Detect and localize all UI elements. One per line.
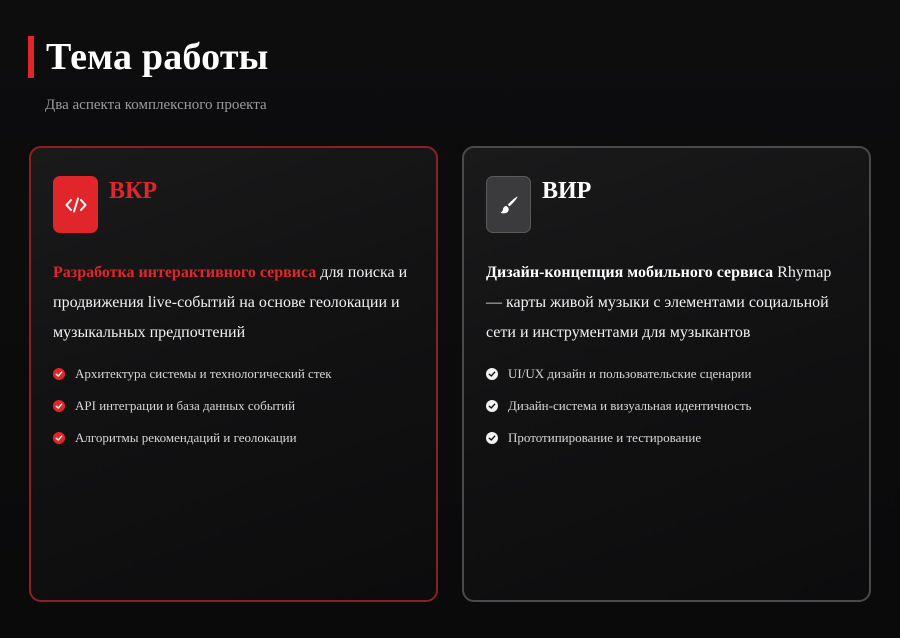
card-title-vkr: ВКР — [109, 178, 158, 204]
code-icon — [65, 196, 87, 214]
paintbrush-icon — [498, 194, 520, 216]
check-circle-icon — [486, 432, 498, 444]
list-item — [53, 358, 332, 390]
description-text: для поиска и продвижения live-событий на основе геолокации и музыкальных предпочтений — [53, 264, 408, 341]
description-highlight: Разработка интерактивного сервиса — [53, 264, 317, 281]
list-item — [53, 422, 332, 454]
check-circle-icon — [486, 368, 498, 380]
paintbrush-icon-badge — [486, 176, 531, 233]
check-circle-icon — [486, 400, 498, 412]
card-description-vir — [486, 258, 846, 348]
title-block — [28, 36, 269, 78]
list-item — [53, 390, 332, 422]
feature-text: Алгоритмы рекомендаций и геолокации — [75, 430, 297, 445]
code-icon-badge — [53, 176, 98, 233]
description-highlight: Дизайн-концепция мобильного сервиса — [486, 264, 774, 281]
check-circle-icon — [53, 368, 65, 380]
list-item — [486, 358, 751, 390]
feature-list-vkr — [53, 358, 332, 454]
card-vir — [462, 146, 871, 602]
title-accent-bar — [28, 36, 34, 78]
card-vkr — [29, 146, 438, 602]
page-title: Тема работы — [46, 36, 269, 78]
description-text: Rhymap — карты живой музыки с элементами социальной сети и инструментами для музыкантов — [486, 264, 832, 341]
feature-text: API интеграции и база данных событий — [75, 398, 296, 413]
card-description-vkr — [53, 258, 413, 348]
feature-text: Прототипирование и тестирование — [508, 430, 702, 445]
check-circle-icon — [53, 432, 65, 444]
feature-list-vir — [486, 358, 751, 454]
card-title-vir: ВИР — [542, 178, 592, 204]
feature-text: Архитектура системы и технологический стек — [75, 366, 332, 381]
page-subtitle: Два аспекта комплексного проекта — [45, 97, 267, 113]
check-circle-icon — [53, 400, 65, 412]
list-item — [486, 422, 751, 454]
feature-text: UI/UX дизайн и пользовательские сценарии — [508, 366, 752, 381]
feature-text: Дизайн-система и визуальная идентичность — [508, 398, 752, 413]
list-item — [486, 390, 751, 422]
